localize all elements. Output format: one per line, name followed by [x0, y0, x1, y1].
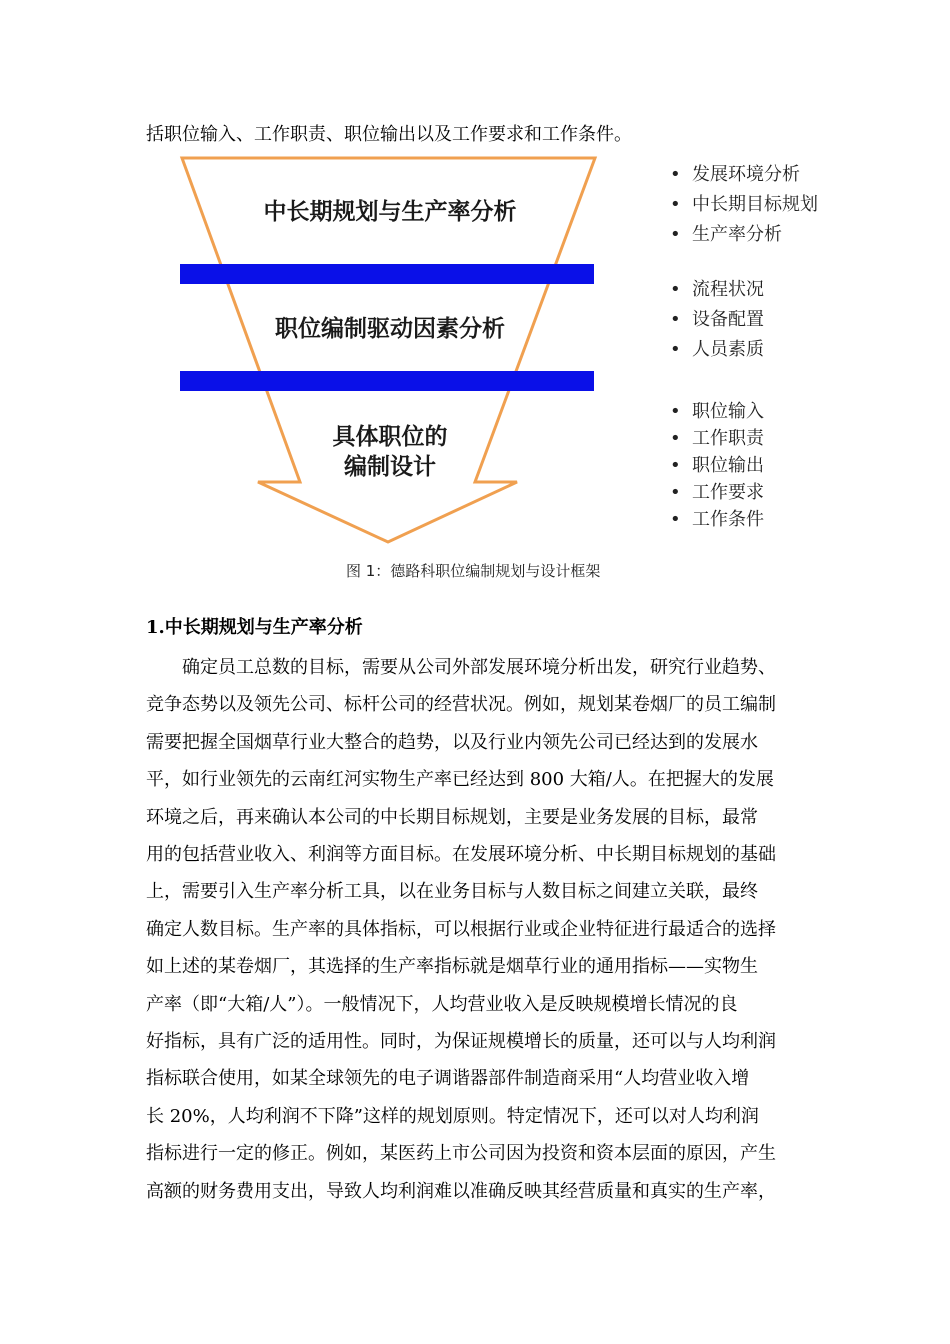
divider-bar-1 [180, 264, 594, 284]
paragraph-line: 指标联合使用，如某全球领先的电子调谐器部件制造商采用“人均营业收入增 [146, 1068, 750, 1090]
level-1-bullets [670, 160, 818, 250]
bullet-text: 设备配置 [692, 309, 764, 330]
bullet-item [670, 398, 764, 425]
bullet-dot: • [670, 482, 681, 503]
bullet-dot: • [670, 224, 681, 245]
bullet-item [670, 425, 764, 452]
bullet-dot: • [670, 309, 681, 330]
paragraph-line: 平，如行业领先的云南红河实物生产率已经达到 800 大箱/人。在把握大的发展 [146, 769, 774, 791]
bullet-dot: • [670, 164, 681, 185]
paragraph-line: 指标进行一定的修正。例如，某医药上市公司因为投资和资本层面的原因，产生 [146, 1143, 776, 1165]
level-3-title-line-2: 编制设计 [344, 454, 436, 480]
bullet-text: 工作要求 [692, 482, 764, 503]
paragraph-line: 长 20%，人均利润不下降”这样的规划原则。特定情况下，还可以对人均利润 [146, 1105, 759, 1127]
paragraph-line: 高额的财务费用支出，导致人均利润难以准确反映其经营质量和真实的生产率， [146, 1180, 776, 1202]
figure-caption: 图 1：德路科职位编制规划与设计框架 [346, 562, 601, 580]
planning-framework-diagram [170, 150, 610, 550]
bullet-dot: • [670, 339, 681, 360]
level-2-bullets [670, 275, 764, 365]
level-3-title-line-1: 具体职位的 [332, 424, 448, 450]
paragraph-line: 竞争态势以及领先公司、标杆公司的经营状况。例如，规划某卷烟厂的员工编制 [146, 694, 776, 716]
bullet-item [670, 305, 764, 335]
bullet-text: 职位输入 [692, 401, 764, 422]
divider-bar-2 [180, 371, 594, 391]
paragraph-line: 需要把握全国烟草行业大整合的趋势，以及行业内领先公司已经达到的发展水 [146, 731, 758, 753]
bullet-text: 工作职责 [692, 428, 764, 449]
level-3-bullets [670, 398, 764, 533]
paragraph-line: 如上述的某卷烟厂，其选择的生产率指标就是烟草行业的通用指标——实物生 [146, 956, 758, 978]
level-2-title: 职位编制驱动因素分析 [275, 316, 505, 342]
bullet-text: 流程状况 [692, 279, 764, 300]
bullet-item [670, 275, 764, 305]
level-1-title: 中长期规划与生产率分析 [263, 199, 517, 225]
bullet-text: 生产率分析 [692, 224, 782, 245]
paragraph-line: 上，需要引入生产率分析工具，以在业务目标与人数目标之间建立关联，最终 [146, 881, 758, 903]
paragraph-line: 确定人数目标。生产率的具体指标，可以根据行业或企业特征进行最适合的选择 [146, 918, 776, 940]
bullet-text: 发展环境分析 [692, 164, 800, 185]
bullet-item [670, 506, 764, 533]
paragraph-line: 环境之后，再来确认本公司的中长期目标规划，主要是业务发展的目标，最常 [146, 806, 758, 828]
bullet-text: 人员素质 [692, 339, 764, 360]
bullet-dot: • [670, 428, 681, 449]
section-heading: 1.中长期规划与生产率分析 [146, 617, 363, 638]
paragraph-line: 确定员工总数的目标，需要从公司外部发展环境分析出发，研究行业趋势、 [182, 657, 776, 678]
bullet-text: 工作条件 [692, 509, 764, 530]
bullet-dot: • [670, 509, 681, 530]
bullet-text: 中长期目标规划 [692, 194, 818, 215]
intro-line: 括职位输入、工作职责、职位输出以及工作要求和工作条件。 [146, 124, 632, 145]
paragraph-line: 产率（即“大箱/人”）。一般情况下，人均营业收入是反映规模增长情况的良 [146, 993, 738, 1015]
bullet-item [670, 220, 818, 250]
bullet-text: 职位输出 [692, 455, 764, 476]
bullet-item [670, 335, 764, 365]
bullet-item [670, 452, 764, 479]
bullet-dot: • [670, 401, 681, 422]
section-paragraph [146, 649, 810, 1210]
bullet-item [670, 479, 764, 506]
bullet-dot: • [670, 455, 681, 476]
paragraph-line: 好指标，具有广泛的适用性。同时，为保证规模增长的质量，还可以与人均利润 [146, 1031, 776, 1053]
bullet-item [670, 160, 818, 190]
bullet-dot: • [670, 194, 681, 215]
paragraph-line: 用的包括营业收入、利润等方面目标。在发展环境分析、中长期目标规划的基础 [146, 844, 776, 866]
bullet-dot: • [670, 279, 681, 300]
bullet-item [670, 190, 818, 220]
